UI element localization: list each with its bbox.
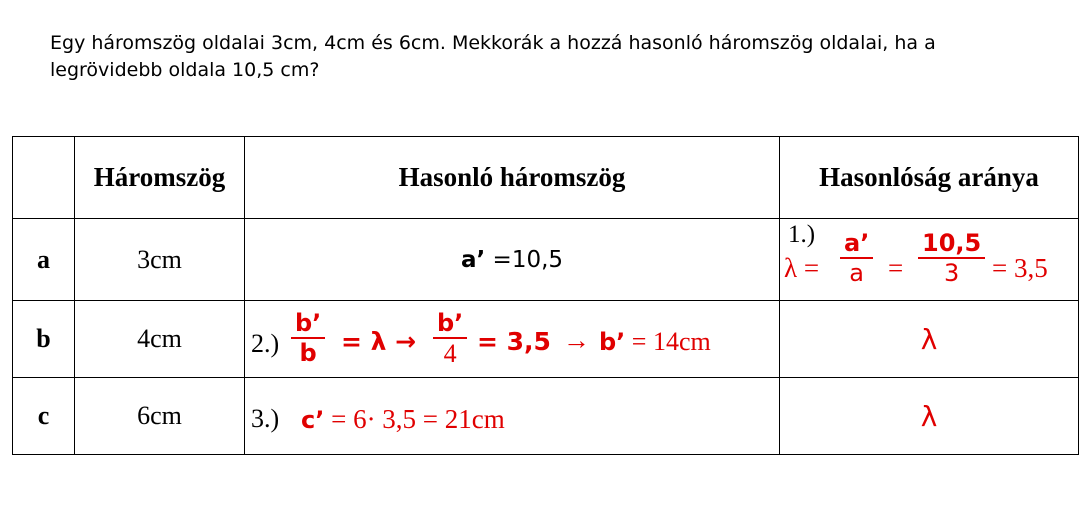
ratio-a-result: = 3,5 bbox=[992, 253, 1048, 283]
similar-a bbox=[245, 219, 780, 301]
similar-a-var: a’ bbox=[460, 246, 486, 273]
header-triangle: Háromszög bbox=[75, 137, 245, 219]
length-a: 3cm bbox=[75, 219, 245, 301]
ratio-a-num1: a’ bbox=[844, 229, 870, 257]
similar-a-value: =10,5 bbox=[485, 246, 564, 273]
ratio-a-eq: = bbox=[888, 253, 904, 283]
similar-b-den1: b bbox=[291, 337, 325, 367]
ratio-b-lambda: λ bbox=[920, 322, 938, 356]
similar-b-num2: b’ bbox=[437, 309, 464, 337]
similar-b-step: 2.) bbox=[251, 329, 280, 358]
similar-b-num1: b’ bbox=[295, 309, 322, 337]
table-row-a bbox=[13, 219, 1079, 301]
ratio-a-num2: 10,5 bbox=[922, 229, 982, 257]
ratio-b bbox=[780, 301, 1079, 378]
header-ratio: Hasonlóság aránya bbox=[780, 137, 1079, 219]
ratio-a-step: 1.) bbox=[788, 221, 816, 248]
similar-b-fraction-2 bbox=[433, 309, 467, 369]
row-label-c: c bbox=[13, 378, 75, 455]
similar-b bbox=[245, 301, 780, 378]
similar-c-step: 3.) bbox=[251, 404, 280, 433]
similar-b-res: = 3,5 bbox=[477, 327, 551, 356]
similar-b-mid: = λ → bbox=[341, 327, 417, 356]
similar-b-final: = 14cm bbox=[625, 327, 711, 356]
similar-c-expr-wrap bbox=[301, 404, 505, 435]
header-empty bbox=[13, 137, 75, 219]
similar-c-expr: = 6· 3,5 = 21cm bbox=[324, 404, 505, 434]
ratio-c bbox=[780, 378, 1079, 455]
ratio-a-den2: 3 bbox=[918, 257, 985, 287]
similar-c-var: c’ bbox=[301, 406, 325, 434]
header-similar-triangle: Hasonló háromszög bbox=[245, 137, 780, 219]
similar-b-den2: 4 bbox=[433, 337, 467, 369]
similar-b-arrow: → bbox=[563, 325, 590, 355]
row-label-b: b bbox=[13, 301, 75, 378]
similarity-table bbox=[12, 136, 1079, 455]
ratio-a-lambda: λ = bbox=[784, 253, 820, 283]
length-b: 4cm bbox=[75, 301, 245, 378]
problem-line-1: Egy háromszög oldalai 3cm, 4cm és 6cm. Mekkorák a hozzá hasonló háromszög oldalai, ha a bbox=[50, 32, 936, 54]
ratio-a-fraction-2 bbox=[918, 229, 985, 287]
similar-b-fraction-1 bbox=[291, 309, 325, 367]
ratio-a bbox=[780, 219, 1079, 301]
ratio-c-lambda: λ bbox=[920, 399, 938, 433]
ratio-a-den1: a bbox=[840, 257, 873, 287]
table-header-row bbox=[13, 137, 1079, 219]
problem-statement bbox=[50, 30, 1050, 84]
row-label-a: a bbox=[13, 219, 75, 301]
table-row-c bbox=[13, 378, 1079, 455]
similar-c bbox=[245, 378, 780, 455]
problem-line-2: legrövidebb oldala 10,5 cm? bbox=[50, 59, 320, 81]
similar-b-var: b’ bbox=[599, 328, 626, 356]
table-row-b bbox=[13, 301, 1079, 378]
ratio-a-fraction-1 bbox=[840, 229, 873, 287]
similar-b-final-expr bbox=[599, 327, 711, 357]
length-c: 6cm bbox=[75, 378, 245, 455]
